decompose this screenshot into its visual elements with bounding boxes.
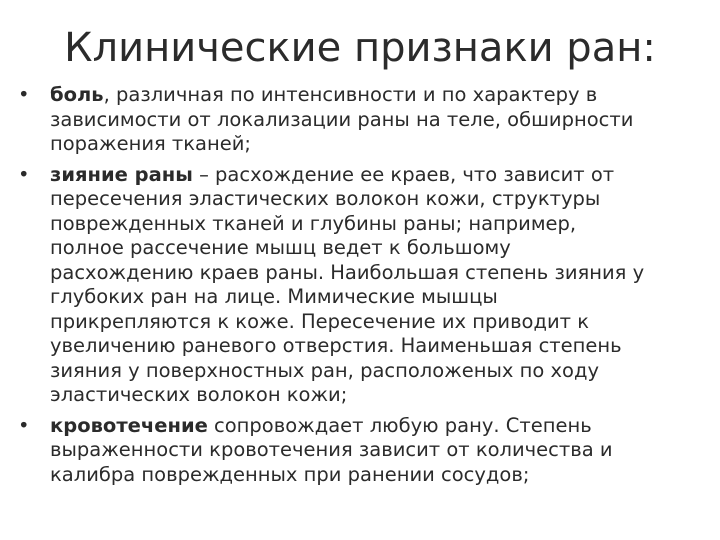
bullet-marker: • (18, 413, 30, 437)
bullet-line: зияния у поверхностных ран, расположеных по ходу (50, 358, 600, 382)
bullet-line: поврежденных тканей и глубины раны; например, (50, 211, 577, 235)
bullet-line: увеличению раневого отверстия. Наименьшая степень (50, 334, 622, 357)
bullet-line: калибра поврежденных при ранении сосудов; (50, 462, 530, 486)
bullet-line: эластических волокон кожи; (50, 383, 348, 406)
bullet-text: , различная по интенсивности и по характеру в (103, 83, 598, 106)
bullet-line: зависимости от локализации раны на теле, обширности (50, 107, 634, 131)
bullet-line: выраженности кровотечения зависит от количества и (50, 438, 613, 461)
bullet-first-line (50, 83, 708, 108)
bullet-line: глубоких ран на лице. Мимические мышцы (50, 285, 498, 308)
bullet-text: сопровождает любую рану. Степень (207, 413, 592, 437)
bullet-text: – расхождение ее краев, что зависит от (192, 162, 615, 186)
bullet-marker: • (18, 162, 30, 186)
bullet-first-line (50, 163, 708, 188)
bullet-line: поражения тканей; (50, 132, 251, 155)
bullet-line: полное рассечение мышц ведет к большому (50, 236, 511, 259)
bullet-term: зияние раны (50, 162, 193, 186)
slide-title: Клинические признаки ран: (64, 25, 656, 71)
bullet-list (18, 83, 708, 493)
bullet-line: расхождению краев раны. Наибольшая степень зияния у (50, 260, 645, 284)
bullet-item-gaping (18, 163, 708, 408)
bullet-first-line (50, 414, 708, 439)
bullet-item-pain (18, 83, 708, 157)
bullet-marker: • (18, 83, 30, 106)
bullet-term: кровотечение (50, 413, 208, 437)
bullet-line: прикрепляются к коже. Пересечение их приводит к (50, 309, 589, 333)
bullet-line: пересечения эластических волокон кожи, структуры (50, 187, 601, 210)
bullet-term: боль (50, 83, 104, 106)
bullet-item-bleeding (18, 414, 708, 488)
